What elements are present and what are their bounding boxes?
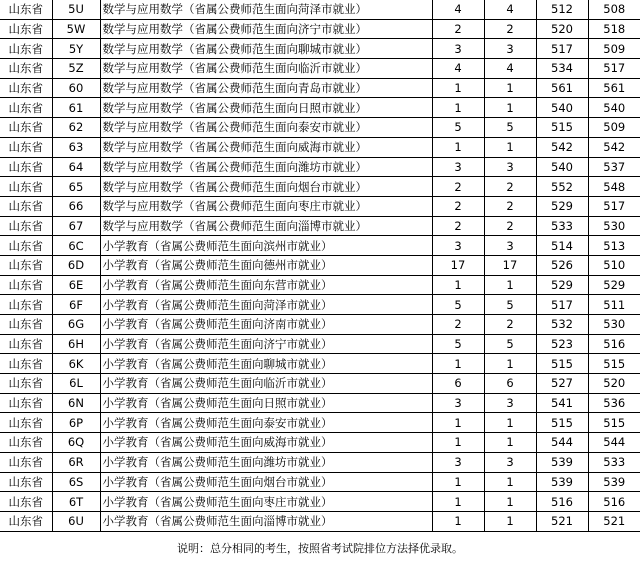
max-score-cell: 534 bbox=[536, 59, 588, 79]
min-score-cell: 521 bbox=[588, 511, 640, 531]
max-score-cell: 542 bbox=[536, 137, 588, 157]
admitted-count-cell: 5 bbox=[484, 334, 536, 354]
max-score-cell: 512 bbox=[536, 0, 588, 19]
plan-count-cell: 2 bbox=[432, 196, 484, 216]
table-row bbox=[0, 19, 640, 39]
min-score-cell: 517 bbox=[588, 59, 640, 79]
major-name-cell: 数学与应用数学（省属公费师范生面向泰安市就业） bbox=[100, 118, 432, 138]
plan-count-cell: 3 bbox=[432, 157, 484, 177]
plan-count-cell: 2 bbox=[432, 216, 484, 236]
major-name-cell: 小学教育（省属公费师范生面向滨州市就业） bbox=[100, 236, 432, 256]
province-cell: 山东省 bbox=[0, 433, 52, 453]
major-name-cell: 数学与应用数学（省属公费师范生面向济宁市就业） bbox=[100, 19, 432, 39]
plan-count-cell: 5 bbox=[432, 334, 484, 354]
major-code-cell: 60 bbox=[52, 78, 100, 98]
table-row bbox=[0, 59, 640, 79]
max-score-cell: 532 bbox=[536, 315, 588, 335]
admitted-count-cell: 1 bbox=[484, 137, 536, 157]
major-code-cell: 6E bbox=[52, 275, 100, 295]
major-name-cell: 小学教育（省属公费师范生面向济宁市就业） bbox=[100, 334, 432, 354]
major-code-cell: 63 bbox=[52, 137, 100, 157]
major-name-cell: 小学教育（省属公费师范生面向泰安市就业） bbox=[100, 413, 432, 433]
max-score-cell: 520 bbox=[536, 19, 588, 39]
major-name-cell: 小学教育（省属公费师范生面向日照市就业） bbox=[100, 393, 432, 413]
major-code-cell: 65 bbox=[52, 177, 100, 197]
admitted-count-cell: 2 bbox=[484, 19, 536, 39]
major-name-cell: 小学教育（省属公费师范生面向聊城市就业） bbox=[100, 354, 432, 374]
major-code-cell: 6R bbox=[52, 452, 100, 472]
min-score-cell: 509 bbox=[588, 118, 640, 138]
plan-count-cell: 2 bbox=[432, 177, 484, 197]
major-name-cell: 小学教育（省属公费师范生面向菏泽市就业） bbox=[100, 295, 432, 315]
admitted-count-cell: 1 bbox=[484, 511, 536, 531]
province-cell: 山东省 bbox=[0, 354, 52, 374]
plan-count-cell: 2 bbox=[432, 19, 484, 39]
admitted-count-cell: 3 bbox=[484, 452, 536, 472]
max-score-cell: 529 bbox=[536, 275, 588, 295]
min-score-cell: 530 bbox=[588, 216, 640, 236]
table-row bbox=[0, 492, 640, 512]
table-row bbox=[0, 354, 640, 374]
plan-count-cell: 2 bbox=[432, 315, 484, 335]
province-cell: 山东省 bbox=[0, 177, 52, 197]
major-code-cell: 5Z bbox=[52, 59, 100, 79]
table-row bbox=[0, 0, 640, 19]
major-name-cell: 数学与应用数学（省属公费师范生面向日照市就业） bbox=[100, 98, 432, 118]
plan-count-cell: 5 bbox=[432, 295, 484, 315]
admitted-count-cell: 4 bbox=[484, 59, 536, 79]
admitted-count-cell: 3 bbox=[484, 236, 536, 256]
max-score-cell: 540 bbox=[536, 157, 588, 177]
admitted-count-cell: 1 bbox=[484, 98, 536, 118]
footnote: 说明：总分相同的考生，按照省考试院排位方法择优录取。 bbox=[177, 542, 463, 555]
min-score-cell: 513 bbox=[588, 236, 640, 256]
province-cell: 山东省 bbox=[0, 413, 52, 433]
min-score-cell: 520 bbox=[588, 374, 640, 394]
province-cell: 山东省 bbox=[0, 98, 52, 118]
max-score-cell: 541 bbox=[536, 393, 588, 413]
plan-count-cell: 4 bbox=[432, 0, 484, 19]
admitted-count-cell: 1 bbox=[484, 472, 536, 492]
province-cell: 山东省 bbox=[0, 118, 52, 138]
admitted-count-cell: 6 bbox=[484, 374, 536, 394]
major-name-cell: 小学教育（省属公费师范生面向东营市就业） bbox=[100, 275, 432, 295]
min-score-cell: 515 bbox=[588, 354, 640, 374]
table-row bbox=[0, 98, 640, 118]
min-score-cell: 517 bbox=[588, 196, 640, 216]
min-score-cell: 548 bbox=[588, 177, 640, 197]
plan-count-cell: 3 bbox=[432, 39, 484, 59]
major-name-cell: 小学教育（省属公费师范生面向威海市就业） bbox=[100, 433, 432, 453]
province-cell: 山东省 bbox=[0, 19, 52, 39]
major-code-cell: 6Q bbox=[52, 433, 100, 453]
table-row bbox=[0, 275, 640, 295]
max-score-cell: 540 bbox=[536, 98, 588, 118]
province-cell: 山东省 bbox=[0, 374, 52, 394]
major-code-cell: 5W bbox=[52, 19, 100, 39]
table-row bbox=[0, 472, 640, 492]
province-cell: 山东省 bbox=[0, 39, 52, 59]
max-score-cell: 514 bbox=[536, 236, 588, 256]
table-row bbox=[0, 196, 640, 216]
min-score-cell: 511 bbox=[588, 295, 640, 315]
major-code-cell: 67 bbox=[52, 216, 100, 236]
min-score-cell: 515 bbox=[588, 413, 640, 433]
max-score-cell: 544 bbox=[536, 433, 588, 453]
admitted-count-cell: 3 bbox=[484, 157, 536, 177]
major-code-cell: 6H bbox=[52, 334, 100, 354]
plan-count-cell: 1 bbox=[432, 511, 484, 531]
province-cell: 山东省 bbox=[0, 472, 52, 492]
province-cell: 山东省 bbox=[0, 393, 52, 413]
major-code-cell: 6K bbox=[52, 354, 100, 374]
table-row bbox=[0, 413, 640, 433]
min-score-cell: 533 bbox=[588, 452, 640, 472]
major-name-cell: 小学教育（省属公费师范生面向枣庄市就业） bbox=[100, 492, 432, 512]
max-score-cell: 561 bbox=[536, 78, 588, 98]
table-row bbox=[0, 511, 640, 531]
admitted-count-cell: 2 bbox=[484, 216, 536, 236]
major-code-cell: 5U bbox=[52, 0, 100, 19]
plan-count-cell: 1 bbox=[432, 433, 484, 453]
admitted-count-cell: 2 bbox=[484, 177, 536, 197]
admitted-count-cell: 1 bbox=[484, 354, 536, 374]
max-score-cell: 516 bbox=[536, 492, 588, 512]
plan-count-cell: 3 bbox=[432, 236, 484, 256]
province-cell: 山东省 bbox=[0, 334, 52, 354]
max-score-cell: 539 bbox=[536, 452, 588, 472]
admitted-count-cell: 2 bbox=[484, 196, 536, 216]
min-score-cell: 561 bbox=[588, 78, 640, 98]
major-code-cell: 6N bbox=[52, 393, 100, 413]
admitted-count-cell: 5 bbox=[484, 118, 536, 138]
major-code-cell: 6D bbox=[52, 255, 100, 275]
province-cell: 山东省 bbox=[0, 492, 52, 512]
plan-count-cell: 1 bbox=[432, 78, 484, 98]
province-cell: 山东省 bbox=[0, 255, 52, 275]
admitted-count-cell: 1 bbox=[484, 413, 536, 433]
min-score-cell: 537 bbox=[588, 157, 640, 177]
province-cell: 山东省 bbox=[0, 315, 52, 335]
major-code-cell: 61 bbox=[52, 98, 100, 118]
major-name-cell: 数学与应用数学（省属公费师范生面向烟台市就业） bbox=[100, 177, 432, 197]
table-row bbox=[0, 118, 640, 138]
plan-count-cell: 5 bbox=[432, 118, 484, 138]
table-row bbox=[0, 334, 640, 354]
major-name-cell: 小学教育（省属公费师范生面向烟台市就业） bbox=[100, 472, 432, 492]
major-code-cell: 6S bbox=[52, 472, 100, 492]
province-cell: 山东省 bbox=[0, 295, 52, 315]
plan-count-cell: 1 bbox=[432, 492, 484, 512]
max-score-cell: 515 bbox=[536, 118, 588, 138]
province-cell: 山东省 bbox=[0, 511, 52, 531]
max-score-cell: 539 bbox=[536, 472, 588, 492]
min-score-cell: 509 bbox=[588, 39, 640, 59]
province-cell: 山东省 bbox=[0, 275, 52, 295]
province-cell: 山东省 bbox=[0, 236, 52, 256]
admitted-count-cell: 17 bbox=[484, 255, 536, 275]
major-code-cell: 66 bbox=[52, 196, 100, 216]
min-score-cell: 529 bbox=[588, 275, 640, 295]
province-cell: 山东省 bbox=[0, 78, 52, 98]
major-code-cell: 6F bbox=[52, 295, 100, 315]
major-code-cell: 62 bbox=[52, 118, 100, 138]
max-score-cell: 552 bbox=[536, 177, 588, 197]
major-code-cell: 64 bbox=[52, 157, 100, 177]
major-code-cell: 6P bbox=[52, 413, 100, 433]
major-name-cell: 数学与应用数学（省属公费师范生面向青岛市就业） bbox=[100, 78, 432, 98]
min-score-cell: 518 bbox=[588, 19, 640, 39]
plan-count-cell: 6 bbox=[432, 374, 484, 394]
table-row bbox=[0, 236, 640, 256]
major-code-cell: 6L bbox=[52, 374, 100, 394]
major-name-cell: 小学教育（省属公费师范生面向德州市就业） bbox=[100, 255, 432, 275]
table-row bbox=[0, 157, 640, 177]
admitted-count-cell: 3 bbox=[484, 393, 536, 413]
province-cell: 山东省 bbox=[0, 0, 52, 19]
major-name-cell: 数学与应用数学（省属公费师范生面向枣庄市就业） bbox=[100, 196, 432, 216]
min-score-cell: 508 bbox=[588, 0, 640, 19]
table-row bbox=[0, 78, 640, 98]
admitted-count-cell: 1 bbox=[484, 433, 536, 453]
max-score-cell: 517 bbox=[536, 39, 588, 59]
province-cell: 山东省 bbox=[0, 452, 52, 472]
major-name-cell: 数学与应用数学（省属公费师范生面向淄博市就业） bbox=[100, 216, 432, 236]
min-score-cell: 536 bbox=[588, 393, 640, 413]
major-code-cell: 6G bbox=[52, 315, 100, 335]
major-code-cell: 6U bbox=[52, 511, 100, 531]
table-row bbox=[0, 393, 640, 413]
plan-count-cell: 4 bbox=[432, 59, 484, 79]
province-cell: 山东省 bbox=[0, 157, 52, 177]
province-cell: 山东省 bbox=[0, 59, 52, 79]
major-name-cell: 小学教育（省属公费师范生面向临沂市就业） bbox=[100, 374, 432, 394]
min-score-cell: 539 bbox=[588, 472, 640, 492]
max-score-cell: 527 bbox=[536, 374, 588, 394]
plan-count-cell: 1 bbox=[432, 354, 484, 374]
province-cell: 山东省 bbox=[0, 196, 52, 216]
table-row bbox=[0, 39, 640, 59]
table-row bbox=[0, 374, 640, 394]
admitted-count-cell: 1 bbox=[484, 275, 536, 295]
table-row bbox=[0, 433, 640, 453]
plan-count-cell: 1 bbox=[432, 275, 484, 295]
max-score-cell: 515 bbox=[536, 354, 588, 374]
major-name-cell: 数学与应用数学（省属公费师范生面向潍坊市就业） bbox=[100, 157, 432, 177]
plan-count-cell: 17 bbox=[432, 255, 484, 275]
table-row bbox=[0, 216, 640, 236]
major-name-cell: 数学与应用数学（省属公费师范生面向聊城市就业） bbox=[100, 39, 432, 59]
min-score-cell: 510 bbox=[588, 255, 640, 275]
max-score-cell: 523 bbox=[536, 334, 588, 354]
province-cell: 山东省 bbox=[0, 216, 52, 236]
max-score-cell: 515 bbox=[536, 413, 588, 433]
major-name-cell: 小学教育（省属公费师范生面向济南市就业） bbox=[100, 315, 432, 335]
province-cell: 山东省 bbox=[0, 137, 52, 157]
plan-count-cell: 3 bbox=[432, 452, 484, 472]
admitted-count-cell: 3 bbox=[484, 39, 536, 59]
major-name-cell: 小学教育（省属公费师范生面向潍坊市就业） bbox=[100, 452, 432, 472]
min-score-cell: 516 bbox=[588, 492, 640, 512]
plan-count-cell: 3 bbox=[432, 393, 484, 413]
max-score-cell: 521 bbox=[536, 511, 588, 531]
major-name-cell: 数学与应用数学（省属公费师范生面向菏泽市就业） bbox=[100, 0, 432, 19]
major-name-cell: 数学与应用数学（省属公费师范生面向临沂市就业） bbox=[100, 59, 432, 79]
max-score-cell: 526 bbox=[536, 255, 588, 275]
table-row bbox=[0, 255, 640, 275]
plan-count-cell: 1 bbox=[432, 413, 484, 433]
admitted-count-cell: 4 bbox=[484, 0, 536, 19]
admitted-count-cell: 1 bbox=[484, 492, 536, 512]
major-code-cell: 5Y bbox=[52, 39, 100, 59]
min-score-cell: 544 bbox=[588, 433, 640, 453]
plan-count-cell: 1 bbox=[432, 472, 484, 492]
table-row bbox=[0, 295, 640, 315]
plan-count-cell: 1 bbox=[432, 98, 484, 118]
table-row bbox=[0, 177, 640, 197]
admitted-count-cell: 1 bbox=[484, 78, 536, 98]
table-row bbox=[0, 137, 640, 157]
table-row bbox=[0, 315, 640, 335]
min-score-cell: 516 bbox=[588, 334, 640, 354]
table-row bbox=[0, 452, 640, 472]
max-score-cell: 529 bbox=[536, 196, 588, 216]
admitted-count-cell: 2 bbox=[484, 315, 536, 335]
major-code-cell: 6C bbox=[52, 236, 100, 256]
major-code-cell: 6T bbox=[52, 492, 100, 512]
max-score-cell: 517 bbox=[536, 295, 588, 315]
major-name-cell: 小学教育（省属公费师范生面向淄博市就业） bbox=[100, 511, 432, 531]
plan-count-cell: 1 bbox=[432, 137, 484, 157]
min-score-cell: 542 bbox=[588, 137, 640, 157]
min-score-cell: 530 bbox=[588, 315, 640, 335]
min-score-cell: 540 bbox=[588, 98, 640, 118]
max-score-cell: 533 bbox=[536, 216, 588, 236]
major-name-cell: 数学与应用数学（省属公费师范生面向威海市就业） bbox=[100, 137, 432, 157]
admitted-count-cell: 5 bbox=[484, 295, 536, 315]
